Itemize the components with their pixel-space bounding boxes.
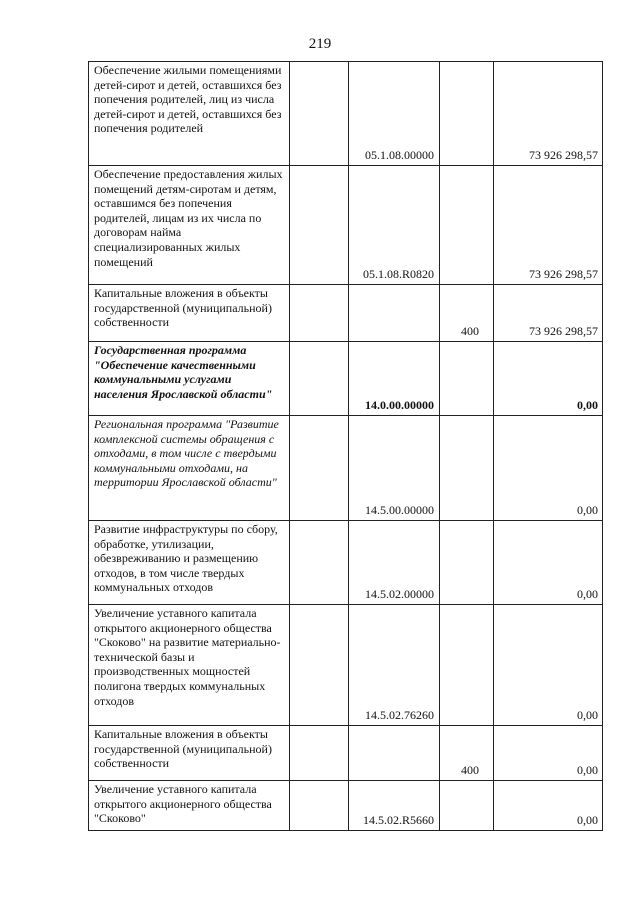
row-amount: 73 926 298,57 [494,62,603,166]
table-row [89,62,603,166]
row-name: Капитальные вложения в объекты государственной (муниципальной) собственности [89,285,290,342]
row-expense-type [440,62,494,166]
row-code: 14.5.00.00000 [349,416,440,521]
empty-cell [290,726,349,781]
table-row [89,781,603,831]
row-code [349,726,440,781]
row-code: 14.5.02.76260 [349,605,440,726]
row-amount: 0,00 [494,342,603,416]
row-code: 05.1.08.00000 [349,62,440,166]
empty-cell [290,285,349,342]
empty-cell [290,62,349,166]
row-name: Обеспечение жилыми помещениями детей-сирот и детей, оставшихся без попечения родителей, лиц из числа детей-сирот и детей, оставшихся без попечения родителей [89,62,290,166]
row-amount: 0,00 [494,781,603,831]
empty-cell [290,342,349,416]
row-code: 14.5.02.R5660 [349,781,440,831]
row-amount: 73 926 298,57 [494,285,603,342]
row-name: Увеличение уставного капитала открытого акционерного общества "Скоково" на развитие материально-технической базы и производственных мощностей полигона твердых коммунальных отходов [89,605,290,726]
row-expense-type [440,605,494,726]
empty-cell [290,416,349,521]
row-amount: 73 926 298,57 [494,166,603,285]
budget-table [88,61,603,831]
row-expense-type [440,166,494,285]
table-row [89,342,603,416]
row-expense-type [440,342,494,416]
row-name: Развитие инфраструктуры по сбору, обработке, утилизации, обезвреживанию и размещению отходов, в том числе твердых коммунальных отходов [89,521,290,605]
row-expense-type: 400 [440,285,494,342]
row-code: 14.0.00.00000 [349,342,440,416]
row-name: Государственная программа "Обеспечение качественными коммунальными услугами населения Ярославской области" [89,342,290,416]
table-row [89,166,603,285]
empty-cell [290,166,349,285]
row-amount: 0,00 [494,521,603,605]
table-row [89,285,603,342]
table-row [89,521,603,605]
row-name: Капитальные вложения в объекты государственной (муниципальной) собственности [89,726,290,781]
table-row [89,726,603,781]
row-expense-type [440,416,494,521]
row-amount: 0,00 [494,726,603,781]
row-code [349,285,440,342]
table-row [89,416,603,521]
empty-cell [290,605,349,726]
row-name: Региональная программа "Развитие комплексной системы обращения с отходами, в том числе с твердыми коммунальными отходами, на территории Ярославской области" [89,416,290,521]
row-expense-type [440,521,494,605]
row-expense-type: 400 [440,726,494,781]
row-code: 14.5.02.00000 [349,521,440,605]
table-row [89,605,603,726]
row-code: 05.1.08.R0820 [349,166,440,285]
row-name: Увеличение уставного капитала открытого акционерного общества "Скоково" [89,781,290,831]
empty-cell [290,781,349,831]
page-number: 219 [308,36,332,52]
row-name: Обеспечение предоставления жилых помещений детям-сиротам и детям, оставшимся без попечения родителей, лицам из их числа по договорам найма специализированных жилых помещений [89,166,290,285]
row-expense-type [440,781,494,831]
empty-cell [290,521,349,605]
row-amount: 0,00 [494,605,603,726]
row-amount: 0,00 [494,416,603,521]
